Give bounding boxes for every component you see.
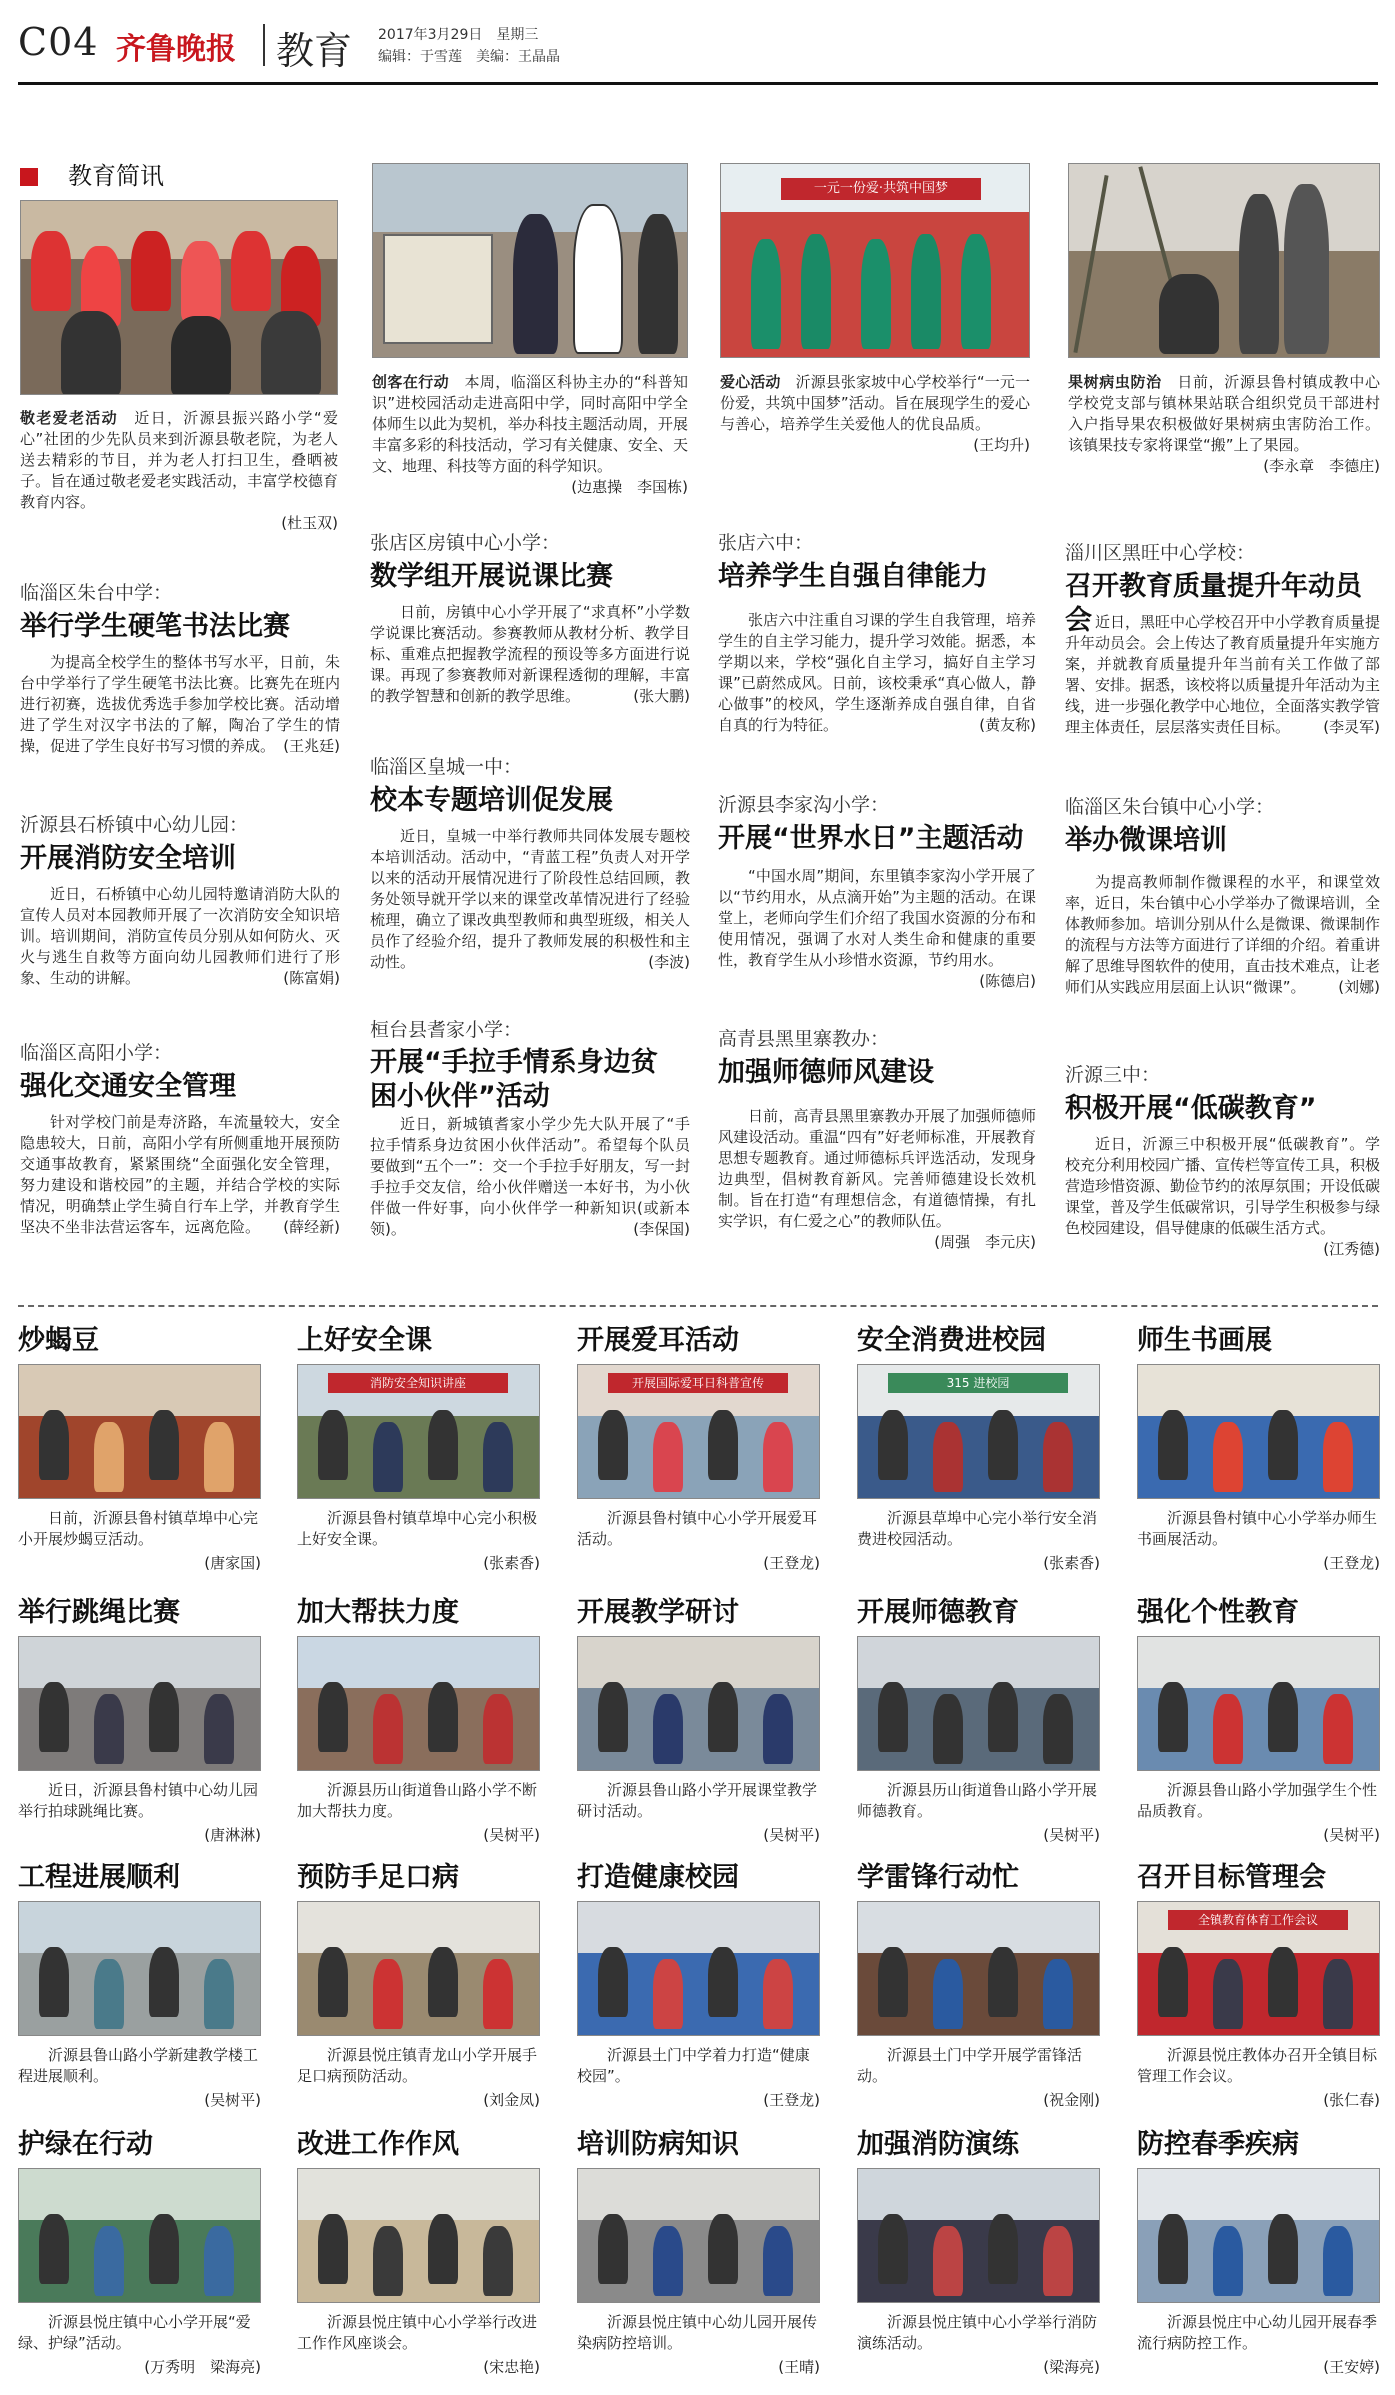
article-body: 日前，高青县黑里寨教办开展了加强师德师风建设活动。重温“四有”好老师标准，开展教育思想专题教育。通过师德标兵评选活动，发现身边典型，倡树教育新风。完善师德建设长效机制。旨在打造“有理想信念，有道德情操，有扎实学识，有仁爱之心”的教师队伍。 (周强 李元庆) — [718, 1107, 1036, 1251]
brief-caption: 沂源县草埠中心完小举行安全消费进校园活动。 — [857, 1509, 1098, 1548]
article-body: 近日，黑旺中心学校召开中小学教育质量提升年动员会。会上传达了教育质量提升年实施方案，并就教育质量提升年当前有关工作做了部署、安排。据悉，该校将以质量提升年活动为主线，进一步强化教学中心地位，全面落实教学管理主体责任，层层落实责任目标。 (李灵军) — [1065, 613, 1381, 736]
article-title: 开展“手拉手情系身边贫困小伙伴”活动 — [370, 1047, 658, 1112]
brief-title: 举行跳绳比赛 — [18, 1597, 180, 1628]
photo-banner-text: 一元一份爱·共筑中国梦 — [781, 178, 981, 200]
brief-byline: (王登龙) — [1323, 1554, 1380, 1572]
article-body: 为提高全校学生的整体书写水平，日前，朱台中学举行了学生硬笔书法比赛。比赛先在班内进行初赛，选拔优秀选手参加学校比赛。活动增进了学生对汉字书法的了解，陶冶了学生的情操，促进了学生良好书写习惯的养成。 (王兆廷) — [20, 653, 340, 755]
brief-title: 加强消防演练 — [857, 2129, 1019, 2160]
credits: 编辑：于雪莲 美编：王晶晶 — [378, 49, 560, 65]
brief-photo — [18, 2168, 261, 2303]
brief-title: 开展爱耳活动 — [577, 1325, 739, 1356]
article-body: 近日，石桥镇中心幼儿园特邀请消防大队的宣传人员对本园教师开展了一次消防安全知识培训。培训期间，消防宣传员分别从如何防火、灭火与逃生自救等方面向幼儿园教师们进行了形象、生动的讲解。 (陈富娟) — [20, 885, 340, 987]
article-title: 召开教育质量提升年动员会 — [1065, 571, 1362, 636]
brief-title: 培训防病知识 — [577, 2129, 739, 2160]
article-body: 日前，房镇中心小学开展了“求真杯”小学数学说课比赛活动。参赛教师从教材分析、教学目标、重难点把握教学流程的预设等多方面进行说课。再现了参赛教师对新课程透彻的理解，丰富的教学智慧和创新的教学思维。 (张大鹏) — [370, 603, 690, 705]
photo-banner-text: 开展国际爱耳日科普宣传 — [608, 1373, 788, 1393]
brief-caption: 沂源县悦庄教体办召开全镇目标管理工作会议。 — [1137, 2046, 1378, 2085]
article-title: 积极开展“低碳教育” — [1065, 1093, 1317, 1124]
brief-photo — [577, 1901, 820, 2036]
brief-byline: (梁海亮) — [1043, 2358, 1100, 2376]
brief-title: 工程进展顺利 — [18, 1862, 180, 1893]
brief-caption: 沂源县悦庄镇中心小学开展“爱绿、护绿”活动。 — [18, 2313, 251, 2352]
brief-caption: 沂源县悦庄中心幼儿园开展春季流行病防控工作。 — [1137, 2313, 1378, 2352]
article-title: 举办微课培训 — [1065, 825, 1227, 856]
brief-byline: (王晴) — [778, 2358, 820, 2376]
brief-title: 安全消费进校园 — [857, 1325, 1046, 1356]
brief-photo — [857, 1901, 1100, 2036]
photo-maker-activity — [372, 163, 688, 358]
brief-byline: (吴树平) — [483, 1826, 540, 1844]
brief-photo — [18, 1636, 261, 1771]
brief-caption: 日前，沂源县鲁村镇草埠中心完小开展炒蝎豆活动。 — [18, 1509, 259, 1548]
photo-charity-activity — [720, 163, 1030, 358]
brief-title: 学雷锋行动忙 — [857, 1862, 1019, 1893]
brief-byline: (王登龙) — [763, 1554, 820, 1572]
article-body: 为提高教师制作微课程的水平，和课堂效率，近日，朱台镇中心小学举办了微课培训，全体教师参加。培训分别从什么是微课、微课制作的流程与方法等方面进行了详细的介绍。着重讲解了思维导图软件的使用，直击技术难点，让老师们从实践应用层面上认识“微课”。 (刘娜) — [1065, 873, 1381, 996]
brief-photo — [857, 1364, 1100, 1499]
brief-caption: 近日，沂源县鲁村镇中心幼儿园举行拍球跳绳比赛。 — [18, 1781, 259, 1820]
section-heading: 教育简讯 — [20, 156, 164, 191]
brief-photo — [297, 2168, 540, 2303]
article-body: “中国水周”期间，东里镇李家沟小学开展了以“节约用水，从点滴开始”为主题的活动。在课堂上，老师向学生们介绍了我国水资源的分布和使用情况，强调了水对人类生命和健康的重要性，教育学生从小珍惜水资源，节约用水。 (陈德启) — [718, 867, 1036, 990]
brief-title: 防控春季疾病 — [1137, 2129, 1299, 2160]
brief-caption: 沂源县历山街道鲁山路小学不断加大帮扶力度。 — [297, 1781, 538, 1820]
brief-byline: (宋忠艳) — [483, 2358, 540, 2376]
brief-byline: (张仁春) — [1323, 2091, 1380, 2109]
brief-caption: 沂源县鲁山路小学开展课堂教学研讨活动。 — [577, 1781, 818, 1820]
article-source: 临淄区皇城一中： — [370, 756, 523, 778]
brief-caption: 沂源县鲁村镇中心小学开展爱耳活动。 — [577, 1509, 818, 1548]
article-body: 近日，沂源三中积极开展“低碳教育”。学校充分利用校园广播、宣传栏等宣传工具，积极营造珍惜资源、勤俭节约的浓厚氛围；开设低碳课堂，普及学生低碳常识，引导学生积极参与绿色校园建设，倡导健康的低碳生活方式。 (江秀德) — [1065, 1135, 1381, 1258]
brief-title: 上好安全课 — [297, 1325, 432, 1356]
brief-caption: 沂源县鲁山路小学加强学生个性品质教育。 — [1137, 1781, 1378, 1820]
page-number: C04 — [18, 20, 99, 64]
brief-caption: 沂源县悦庄镇青龙山小学开展手足口病预防活动。 — [297, 2046, 538, 2085]
brief-title: 改进工作作风 — [297, 2129, 459, 2160]
caption-maker-activity: 创客在行动 本周，临淄区科协主办的“科普知识”进校园活动走进高阳中学，同时高阳中学全体师生以此为契机，举办科技主题活动周，开展丰富多彩的科技活动，学习有关健康、安全、天文、地理、科技等方面的科学知识。 (边惠操 李国栋) — [372, 373, 688, 496]
article-source: 高青县黑里寨教办： — [718, 1028, 890, 1050]
brief-photo — [577, 2168, 820, 2303]
brief-photo — [297, 1636, 540, 1771]
brief-title: 炒蝎豆 — [18, 1325, 99, 1356]
brief-byline: (吴树平) — [763, 1826, 820, 1844]
brief-photo — [1137, 2168, 1380, 2303]
brief-caption: 沂源县悦庄镇中心小学举行改进工作作风座谈会。 — [297, 2313, 538, 2352]
article-title: 加强师德师风建设 — [718, 1057, 934, 1088]
brief-byline: (王安婷) — [1323, 2358, 1380, 2376]
brief-caption: 沂源县悦庄镇中心小学举行消防演练活动。 — [857, 2313, 1098, 2352]
brief-caption: 沂源县土门中学着力打造“健康校园”。 — [577, 2046, 810, 2085]
article-source: 张店六中： — [718, 532, 814, 554]
article-title: 强化交通安全管理 — [20, 1071, 236, 1102]
brief-title: 预防手足口病 — [297, 1862, 459, 1893]
photo-banner-text: 消防安全知识讲座 — [328, 1373, 508, 1393]
brief-byline: (张素香) — [1043, 1554, 1100, 1572]
article-body: 近日，皇城一中举行教师共同体发展专题校本培训活动。活动中，“青蓝工程”负责人对开学以来的活动开展情况进行了阶段性总结回顾，教务处领导就开学以来的课堂改革情况进行了经验梳理，确立了课改典型教师和典型班级，相关人员作了经验介绍，提升了教师发展的积极性和主动性。 (李波) — [370, 827, 690, 971]
newspaper-logo: 齐鲁晚报 — [116, 32, 236, 67]
brief-title: 打造健康校园 — [577, 1862, 739, 1893]
brief-byline: (祝金刚) — [1043, 2091, 1100, 2109]
article-source: 淄川区黑旺中心学校： — [1065, 542, 1256, 564]
masthead — [18, 16, 1378, 78]
brief-photo — [297, 1901, 540, 2036]
article-body: 针对学校门前是寿济路，车流量较大，安全隐患较大，日前，高阳小学有所侧重地开展预防交通事故教育，紧紧围绕“全面强化安全管理，努力建设和谐校园”的主题，并结合学校的实际情况，明确禁止学生骑自行车上学，并教育学生坚决不坐非法营运客车，远离危险。 (薛经新) — [20, 1113, 340, 1236]
article-source: 沂源县石桥镇中心幼儿园： — [20, 814, 249, 836]
caption-charity-activity: 爱心活动 沂源县张家坡中心学校举行“一元一份爱，共筑中国梦”活动。旨在展现学生的爱心与善心，培养学生关爱他人的优良品质。 (王均升) — [720, 373, 1030, 454]
brief-title: 召开目标管理会 — [1137, 1862, 1326, 1893]
photo-orchard — [1068, 163, 1380, 358]
article-title: 校本专题培训促发展 — [370, 785, 613, 816]
brief-photo — [18, 1364, 261, 1499]
brief-photo — [577, 1364, 820, 1499]
brief-byline: (吴树平) — [1323, 1826, 1380, 1844]
masthead-divider — [263, 24, 265, 66]
brief-title: 师生书画展 — [1137, 1325, 1272, 1356]
article-body: 张店六中注重自习课的学生自我管理，培养学生的自主学习能力，提升学习效能。据悉，本学期以来，学校“强化自主学习，搞好自主学习课”已蔚然成风。日前，该校秉承“真心做人，静心做事”的校风，学生逐渐养成自强自律，自省自真的行为特征。 (黄友称) — [718, 611, 1036, 734]
brief-caption: 沂源县悦庄镇中心幼儿园开展传染病防控培训。 — [577, 2313, 818, 2352]
brief-caption: 沂源县鲁村镇中心小学举办师生书画展活动。 — [1137, 1509, 1378, 1548]
brief-caption: 沂源县历山街道鲁山路小学开展师德教育。 — [857, 1781, 1098, 1820]
article-title: 数学组开展说课比赛 — [370, 561, 613, 592]
brief-byline: (吴树平) — [204, 2091, 261, 2109]
photo-banner-text: 315 进校园 — [888, 1373, 1068, 1393]
masthead-rule — [18, 82, 1378, 85]
brief-photo — [1137, 1901, 1380, 2036]
article-title: 举行学生硬笔书法比赛 — [20, 611, 290, 642]
caption-orchard: 果树病虫防治 日前，沂源县鲁村镇成教中心学校党支部与镇林果站联合组织党员干部进村入户指导果农积极做好果树病虫害防治工作。该镇果技专家将课堂“搬”上了果园。 (李永章 李德庄) — [1068, 373, 1380, 475]
article-source: 临淄区朱台中学： — [20, 582, 173, 604]
brief-photo — [1137, 1636, 1380, 1771]
brief-caption: 沂源县土门中学开展学雷锋活动。 — [857, 2046, 1083, 2085]
brief-byline: (张素香) — [483, 1554, 540, 1572]
red-square-icon — [20, 168, 38, 186]
brief-byline: (王登龙) — [763, 2091, 820, 2109]
brief-byline: (唐家国) — [204, 1554, 261, 1572]
issue-date: 2017年3月29日 星期三 — [378, 27, 539, 43]
article-title: 培养学生自强自律能力 — [718, 561, 988, 592]
brief-caption: 沂源县鲁村镇草埠中心完小积极上好安全课。 — [297, 1509, 538, 1548]
brief-photo — [857, 2168, 1100, 2303]
brief-photo — [857, 1636, 1100, 1771]
brief-title: 加大帮扶力度 — [297, 1597, 459, 1628]
brief-byline: (吴树平) — [1043, 1826, 1100, 1844]
article-source: 桓台县耆家小学： — [370, 1019, 523, 1041]
article-source: 临淄区朱台镇中心小学： — [1065, 796, 1275, 818]
article-title: 开展消防安全培训 — [20, 843, 236, 874]
article-source: 沂源县李家沟小学： — [718, 794, 890, 816]
brief-photo — [297, 1364, 540, 1499]
article-body: 近日，新城镇耆家小学少先大队开展了“手拉手情系身边贫困小伙伴活动”。希望每个队员要做到“五个一”：交一个手拉手好朋友，写一封手拉手交友信，给小伙伴赠送一本好书，为小伙伴做一件好事，向小伙伴学一种新知识(或新本领)。 (李保国) — [370, 1115, 690, 1238]
article-source: 沂源三中： — [1065, 1064, 1161, 1086]
brief-title: 开展教学研讨 — [577, 1597, 739, 1628]
brief-photo — [18, 1901, 261, 2036]
brief-title: 开展师德教育 — [857, 1597, 1019, 1628]
brief-byline: (刘金凤) — [483, 2091, 540, 2109]
section-name: 教育 — [276, 29, 353, 73]
brief-photo — [577, 1636, 820, 1771]
brief-caption: 沂源县鲁山路小学新建教学楼工程进展顺利。 — [18, 2046, 259, 2085]
section-divider — [18, 1305, 1378, 1307]
article-source: 张店区房镇中心小学： — [370, 532, 561, 554]
photo-banner-text: 全镇教育体育工作会议 — [1168, 1910, 1348, 1930]
caption-elderly-visit: 敬老爱老活动 近日，沂源县振兴路小学“爱心”社团的少先队员来到沂源县敬老院，为老人送去精彩的节目，并为老人打扫卫生，叠晒被子。旨在通过敬老爱老实践活动，丰富学校德育教育内容。 (杜玉双) — [20, 409, 338, 532]
article-title: 开展“世界水日”主题活动 — [718, 823, 1024, 854]
brief-title: 强化个性教育 — [1137, 1597, 1299, 1628]
brief-photo — [1137, 1364, 1380, 1499]
photo-elderly-visit — [20, 200, 338, 395]
brief-title: 护绿在行动 — [18, 2129, 153, 2160]
brief-byline: (唐淋淋) — [204, 1826, 261, 1844]
brief-byline: (万秀明 梁海亮) — [144, 2358, 261, 2376]
article-source: 临淄区高阳小学： — [20, 1042, 173, 1064]
